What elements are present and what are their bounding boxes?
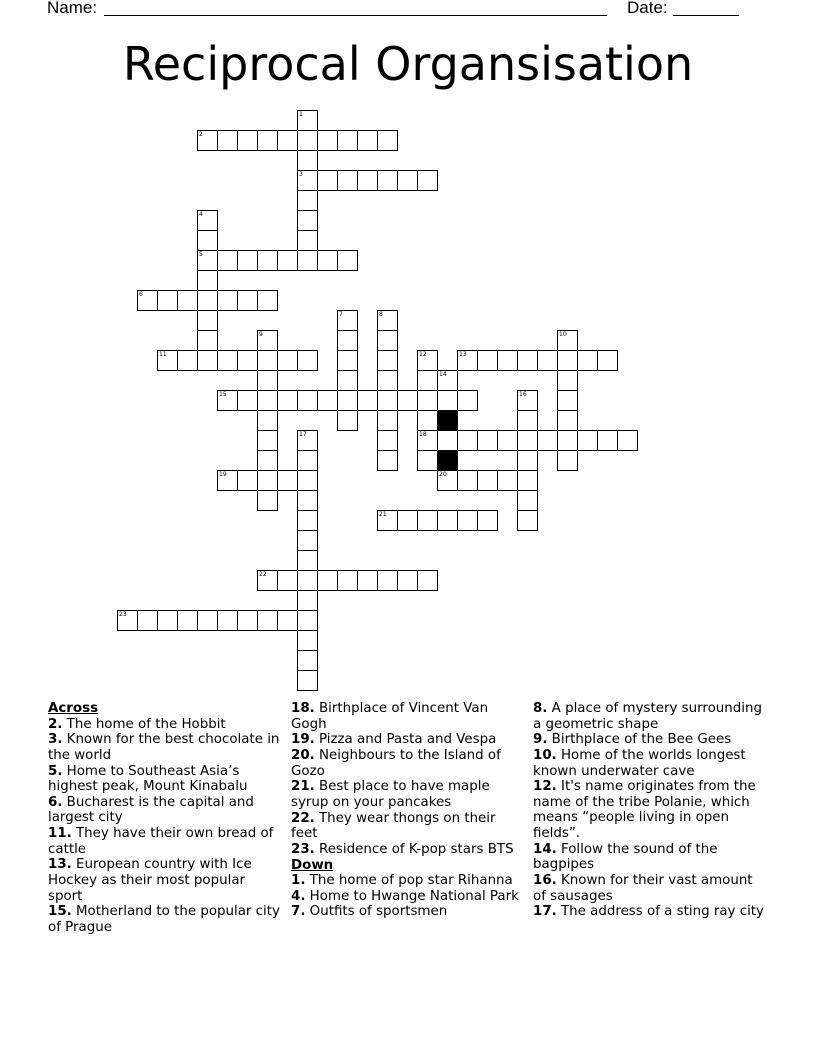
crossword-cell[interactable] xyxy=(257,370,278,391)
clue-item xyxy=(533,904,765,920)
crossword-cell[interactable] xyxy=(417,410,438,431)
crossword-cell[interactable] xyxy=(257,490,278,511)
crossword-cell[interactable] xyxy=(237,350,258,371)
crossword-cell[interactable] xyxy=(197,230,218,251)
crossword-cell[interactable] xyxy=(297,510,318,531)
crossword-cell[interactable] xyxy=(297,550,318,571)
clue-item xyxy=(48,857,280,904)
crossword-cell[interactable] xyxy=(377,450,398,471)
crossword-cell[interactable] xyxy=(217,610,238,631)
clue-number: 8 xyxy=(379,311,383,318)
crossword-cell[interactable] xyxy=(457,390,478,411)
crossword-cell[interactable] xyxy=(257,410,278,431)
clue-item-text: Outfits of sportsmen xyxy=(305,904,448,920)
clue-item-number: 1. xyxy=(291,873,306,889)
clue-number: 18 xyxy=(419,431,427,438)
clue-item xyxy=(533,701,765,732)
crossword-cell[interactable] xyxy=(337,330,358,351)
crossword-cell[interactable] xyxy=(117,610,138,631)
clue-item-text: Home to Hwange National Park xyxy=(305,888,519,904)
clue-item-text: Best place to have maple syrup on your pancakes xyxy=(291,779,490,810)
crossword-cell[interactable] xyxy=(217,130,238,151)
clue-number: 3 xyxy=(299,171,303,178)
crossword-cell[interactable] xyxy=(297,350,318,371)
clue-item xyxy=(291,904,523,920)
crossword-cell[interactable] xyxy=(197,210,218,231)
crossword-cell[interactable] xyxy=(257,250,278,271)
crossword-cell[interactable] xyxy=(237,390,258,411)
crossword-cell[interactable] xyxy=(257,330,278,351)
crossword-cell[interactable] xyxy=(377,330,398,351)
crossword-cell[interactable] xyxy=(317,570,338,591)
crossword-cell[interactable] xyxy=(277,570,298,591)
clue-item-number: 12. xyxy=(533,779,557,795)
crossword-cell[interactable] xyxy=(357,570,378,591)
crossword-cell[interactable] xyxy=(297,110,318,131)
crossword-cell[interactable] xyxy=(417,430,438,451)
crossword-cell[interactable] xyxy=(297,230,318,251)
crossword-cell[interactable] xyxy=(257,290,278,311)
crossword-cell[interactable] xyxy=(197,330,218,351)
crossword-cell[interactable] xyxy=(197,310,218,331)
crossword-cell[interactable] xyxy=(197,290,218,311)
clue-number: 9 xyxy=(259,331,263,338)
crossword-cell[interactable] xyxy=(297,430,318,451)
crossword-cell[interactable] xyxy=(317,170,338,191)
crossword-cell[interactable] xyxy=(297,210,318,231)
clue-item-number: 15. xyxy=(48,904,72,920)
clue-item xyxy=(533,873,765,904)
crossword-cell[interactable] xyxy=(597,350,618,371)
clue-item-text: Known for the best chocolate in the world xyxy=(48,732,280,763)
clue-item-text: Bucharest is the capital and largest city xyxy=(48,794,254,826)
clue-number: 21 xyxy=(379,511,387,518)
crossword-cell[interactable] xyxy=(297,490,318,511)
crossword-cell[interactable] xyxy=(577,350,598,371)
clue-number: 22 xyxy=(259,571,267,578)
crossword-cell[interactable] xyxy=(497,430,518,451)
crossword-cell[interactable] xyxy=(257,470,278,491)
clue-item-number: 22. xyxy=(291,810,315,826)
crossword-cell[interactable] xyxy=(377,350,398,371)
clue-item-text: European country with Ice Hockey as their most popular sport xyxy=(48,857,252,904)
crossword-cell[interactable] xyxy=(237,290,258,311)
crossword-cell[interactable] xyxy=(257,610,278,631)
crossword-cell[interactable] xyxy=(557,350,578,371)
crossword-cell[interactable] xyxy=(357,170,378,191)
clue-item xyxy=(533,732,765,748)
crossword-cell[interactable] xyxy=(297,190,318,211)
clue-item-number: 19. xyxy=(291,732,315,748)
crossword-cell[interactable] xyxy=(557,430,578,451)
clue-item-number: 7. xyxy=(291,904,306,920)
crossword-cell[interactable] xyxy=(377,570,398,591)
crossword-cell[interactable] xyxy=(297,530,318,551)
page-title: Reciprocal Organsisation xyxy=(122,37,694,91)
crossword-cell[interactable] xyxy=(177,610,198,631)
crossword-block xyxy=(437,410,458,431)
crossword-cell[interactable] xyxy=(217,250,238,271)
name-label: Name: xyxy=(47,0,98,17)
crossword-cell[interactable] xyxy=(177,290,198,311)
crossword-cell[interactable] xyxy=(397,570,418,591)
clue-item-text: Pizza and Pasta and Vespa xyxy=(314,732,497,748)
crossword-cell[interactable] xyxy=(177,350,198,371)
crossword-cell[interactable] xyxy=(557,330,578,351)
clue-item-number: 11. xyxy=(48,826,72,842)
crossword-cell[interactable] xyxy=(377,310,398,331)
clue-item xyxy=(533,842,765,873)
clue-item-text: A place of mystery surrounding a geometric shape xyxy=(533,701,762,732)
crossword-cell[interactable] xyxy=(357,390,378,411)
crossword-cell[interactable] xyxy=(237,130,258,151)
crossword-cell[interactable] xyxy=(217,470,238,491)
clue-item-number: 8. xyxy=(533,701,548,716)
crossword-cell[interactable] xyxy=(237,470,258,491)
crossword-cell[interactable] xyxy=(157,610,178,631)
clue-item-text: They wear thongs on their feet xyxy=(291,810,496,842)
crossword-cell[interactable] xyxy=(297,130,318,151)
clue-number: 14 xyxy=(439,371,447,378)
crossword-cell[interactable] xyxy=(257,130,278,151)
crossword-cell[interactable] xyxy=(277,130,298,151)
crossword-cell[interactable] xyxy=(417,370,438,391)
clue-number: 16 xyxy=(519,391,527,398)
crossword-cell[interactable] xyxy=(377,370,398,391)
clue-number: 15 xyxy=(219,391,227,398)
clue-item-text: Home of the worlds longest known underwater cave xyxy=(533,747,746,779)
crossword-cell[interactable] xyxy=(277,250,298,271)
crossword-cell[interactable] xyxy=(457,430,478,451)
crossword-cell[interactable] xyxy=(377,130,398,151)
clue-item-text: Home to Southeast Asia’s highest peak, Mount Kinabalu xyxy=(48,763,248,795)
clue-item-text: It's name originates from the name of the tribe Polanie, which means “people living in open fields”. xyxy=(533,779,756,842)
crossword-cell[interactable] xyxy=(557,450,578,471)
crossword-cell[interactable] xyxy=(317,130,338,151)
crossword-cell[interactable] xyxy=(217,350,238,371)
crossword-cell[interactable] xyxy=(577,430,598,451)
clue-number: 1 xyxy=(299,111,303,118)
clue-number: 20 xyxy=(439,471,447,478)
crossword-cell[interactable] xyxy=(297,150,318,171)
crossword-cell[interactable] xyxy=(297,390,318,411)
clue-number: 6 xyxy=(139,291,143,298)
crossword-cell[interactable] xyxy=(237,610,258,631)
clue-item-text: Residence of K-pop stars BTS xyxy=(314,841,514,857)
crossword-cell[interactable] xyxy=(537,430,558,451)
crossword-cell[interactable] xyxy=(437,470,458,491)
date-label: Date: xyxy=(627,0,668,17)
crossword-cell[interactable] xyxy=(537,350,558,371)
clue-item-number: 17. xyxy=(533,904,557,920)
clue-item-number: 5. xyxy=(48,763,63,779)
crossword-cell[interactable] xyxy=(337,250,358,271)
crossword-cell[interactable] xyxy=(277,610,298,631)
crossword-cell[interactable] xyxy=(197,270,218,291)
crossword-cell[interactable] xyxy=(517,410,538,431)
clue-item xyxy=(291,732,523,748)
clue-item-number: 10. xyxy=(533,747,557,763)
crossword-cell[interactable] xyxy=(377,430,398,451)
clue-number: 23 xyxy=(119,611,127,618)
crossword-cell[interactable] xyxy=(297,610,318,631)
clue-item-text: Motherland to the popular city of Prague xyxy=(48,904,280,935)
crossword-cell[interactable] xyxy=(257,430,278,451)
clue-item xyxy=(291,889,523,905)
crossword-cell[interactable] xyxy=(557,370,578,391)
crossword-cell[interactable] xyxy=(337,570,358,591)
crossword-cell[interactable] xyxy=(417,350,438,371)
crossword-cell[interactable] xyxy=(417,170,438,191)
crossword-cell[interactable] xyxy=(437,370,458,391)
clue-item xyxy=(48,764,280,795)
clue-item xyxy=(48,904,280,935)
crossword-cell[interactable] xyxy=(337,170,358,191)
clue-item-number: 18. xyxy=(291,701,315,716)
crossword-cell[interactable] xyxy=(377,390,398,411)
crossword-cell[interactable] xyxy=(437,390,458,411)
crossword-cell[interactable] xyxy=(337,410,358,431)
crossword-cell[interactable] xyxy=(337,390,358,411)
crossword-cell[interactable] xyxy=(197,250,218,271)
crossword-cell[interactable] xyxy=(317,250,338,271)
clue-item-text: Follow the sound of the bagpipes xyxy=(533,841,718,873)
clue-item-number: 4. xyxy=(291,888,306,904)
crossword-cell[interactable] xyxy=(297,250,318,271)
crossword-cell[interactable] xyxy=(277,470,298,491)
clue-item-text: The home of pop star Rihanna xyxy=(305,873,513,889)
crossword-cell[interactable] xyxy=(257,450,278,471)
crossword-cell[interactable] xyxy=(477,430,498,451)
clue-item-text: They have their own bread of cattle xyxy=(48,826,274,857)
crossword-cell[interactable] xyxy=(157,350,178,371)
clue-item-number: 16. xyxy=(533,873,557,888)
crossword-cell[interactable] xyxy=(337,370,358,391)
crossword-cell[interactable] xyxy=(317,390,338,411)
crossword-block xyxy=(437,450,458,471)
crossword-cell[interactable] xyxy=(277,350,298,371)
clues-column-1 xyxy=(48,701,280,936)
crossword-cell[interactable] xyxy=(357,130,378,151)
crossword-cell[interactable] xyxy=(437,510,458,531)
clue-item-number: 9. xyxy=(533,732,548,748)
clue-number: 13 xyxy=(459,351,467,358)
crossword-cell[interactable] xyxy=(557,390,578,411)
down-heading: Down xyxy=(291,857,334,873)
clue-item-number: 14. xyxy=(533,841,557,857)
crossword-cell[interactable] xyxy=(337,130,358,151)
clue-number: 19 xyxy=(219,471,227,478)
crossword-cell[interactable] xyxy=(217,390,238,411)
crossword-cell[interactable] xyxy=(277,390,298,411)
clue-item-number: 21. xyxy=(291,779,315,795)
clue-number: 10 xyxy=(559,331,567,338)
clue-item xyxy=(48,717,280,733)
crossword-cell[interactable] xyxy=(337,310,358,331)
crossword-cell[interactable] xyxy=(377,170,398,191)
clue-item xyxy=(291,842,523,858)
crossword-cell[interactable] xyxy=(617,430,638,451)
crossword-cell[interactable] xyxy=(337,350,358,371)
clue-item-text: Neighbours to the Island of Gozo xyxy=(291,747,501,779)
crossword-cell[interactable] xyxy=(397,390,418,411)
crossword-cell[interactable] xyxy=(517,430,538,451)
crossword-cell[interactable] xyxy=(477,510,498,531)
clue-item xyxy=(48,795,280,826)
crossword-cell[interactable] xyxy=(417,390,438,411)
crossword-cell[interactable] xyxy=(397,510,418,531)
clue-item xyxy=(48,732,280,763)
clue-item xyxy=(291,779,523,810)
clue-item-text: The address of a sting ray city xyxy=(556,904,764,920)
crossword-cell[interactable] xyxy=(477,350,498,371)
clues-column-2 xyxy=(291,701,523,920)
clue-number: 4 xyxy=(199,211,203,218)
crossword-cell[interactable] xyxy=(297,570,318,591)
crossword-cell[interactable] xyxy=(557,410,578,431)
crossword-cell[interactable] xyxy=(217,290,238,311)
clue-item-text: Known for their vast amount of sausages xyxy=(533,873,753,904)
crossword-cell[interactable] xyxy=(417,570,438,591)
clue-number: 12 xyxy=(419,351,427,358)
clue-item xyxy=(533,779,765,841)
clue-item xyxy=(291,873,523,889)
crossword-cell[interactable] xyxy=(477,470,498,491)
crossword-cell[interactable] xyxy=(297,630,318,651)
crossword-cell[interactable] xyxy=(137,610,158,631)
clue-item-number: 6. xyxy=(48,794,63,810)
clue-item-text: The home of the Hobbit xyxy=(62,716,226,732)
clue-item-number: 23. xyxy=(291,841,315,857)
clue-item xyxy=(48,826,280,857)
clue-item xyxy=(291,748,523,779)
clue-item-text: Birthplace of the Bee Gees xyxy=(547,732,732,748)
crossword-cell[interactable] xyxy=(517,490,538,511)
crossword-cell[interactable] xyxy=(417,510,438,531)
crossword-cell[interactable] xyxy=(297,170,318,191)
crossword-cell[interactable] xyxy=(517,510,538,531)
crossword-cell[interactable] xyxy=(237,250,258,271)
crossword-cell[interactable] xyxy=(417,450,438,471)
crossword-cell[interactable] xyxy=(197,350,218,371)
clue-item-number: 3. xyxy=(48,732,63,748)
clue-item-text: Birthplace of Vincent Van Gogh xyxy=(291,701,489,732)
crossword-cell[interactable] xyxy=(457,510,478,531)
clue-item xyxy=(291,701,523,732)
crossword-cell[interactable] xyxy=(517,470,538,491)
crossword-cell[interactable] xyxy=(297,590,318,611)
crossword-cell[interactable] xyxy=(497,470,518,491)
crossword-cell[interactable] xyxy=(257,570,278,591)
crossword-cell[interactable] xyxy=(377,510,398,531)
crossword-cell[interactable] xyxy=(497,350,518,371)
crossword-cell[interactable] xyxy=(457,350,478,371)
across-heading: Across xyxy=(48,701,99,716)
crossword-cell[interactable] xyxy=(257,350,278,371)
crossword-cell[interactable] xyxy=(517,450,538,471)
crossword-cell[interactable] xyxy=(377,410,398,431)
clue-item xyxy=(533,748,765,779)
crossword-cell[interactable] xyxy=(297,670,318,691)
clue-item-number: 13. xyxy=(48,857,72,873)
crossword-cell[interactable] xyxy=(517,390,538,411)
crossword-cell[interactable] xyxy=(157,290,178,311)
clue-number: 5 xyxy=(199,251,203,258)
clue-item xyxy=(291,811,523,842)
clue-item-number: 2. xyxy=(48,716,63,732)
crossword-cell[interactable] xyxy=(457,470,478,491)
crossword-cell[interactable] xyxy=(257,390,278,411)
crossword-cell[interactable] xyxy=(137,290,158,311)
crossword-cell[interactable] xyxy=(517,350,538,371)
clue-item-number: 20. xyxy=(291,747,315,763)
crossword-cell[interactable] xyxy=(197,610,218,631)
crossword-cell[interactable] xyxy=(297,650,318,671)
crossword-cell[interactable] xyxy=(297,450,318,471)
crossword-cell[interactable] xyxy=(197,130,218,151)
crossword-cell[interactable] xyxy=(297,470,318,491)
clue-number: 2 xyxy=(199,131,203,138)
crossword-cell[interactable] xyxy=(437,430,458,451)
crossword-cell[interactable] xyxy=(397,170,418,191)
clue-number: 7 xyxy=(339,311,343,318)
clue-number: 17 xyxy=(299,431,307,438)
clue-number: 11 xyxy=(159,351,167,358)
clues-column-3 xyxy=(533,701,765,920)
crossword-cell[interactable] xyxy=(597,430,618,451)
